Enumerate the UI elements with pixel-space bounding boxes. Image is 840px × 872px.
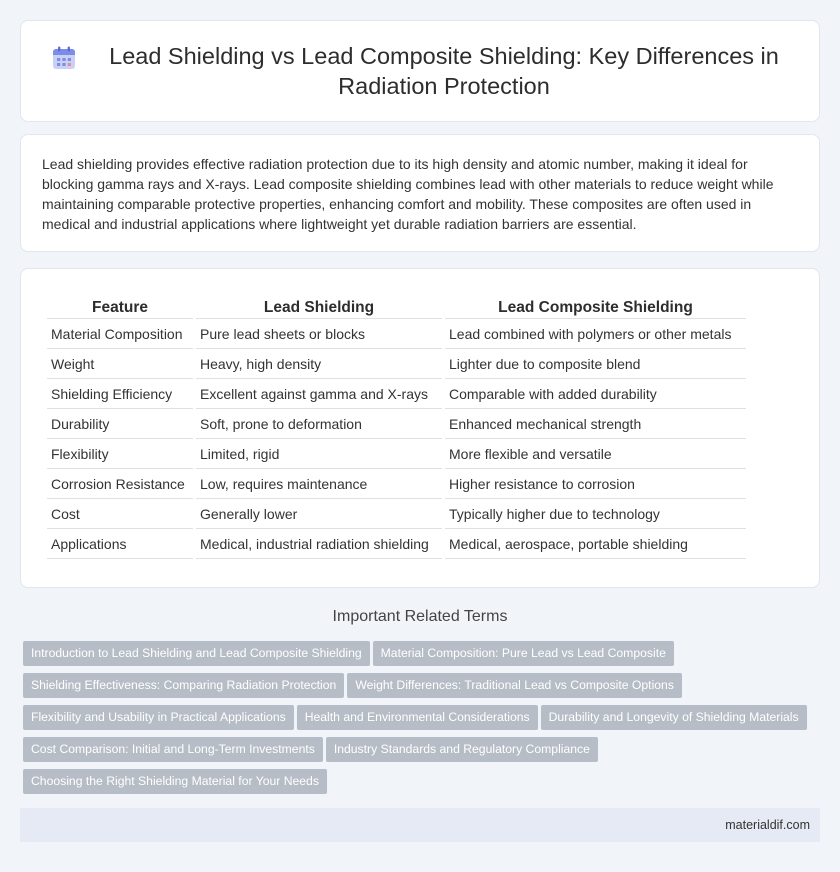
row-lead: Pure lead sheets or blocks: [196, 320, 442, 349]
row-feature: Durability: [47, 410, 193, 439]
row-composite: Medical, aerospace, portable shielding: [445, 530, 746, 559]
calendar-icon: [51, 45, 77, 71]
related-term-tag[interactable]: Weight Differences: Traditional Lead vs Composite Options: [347, 673, 682, 698]
row-feature: Corrosion Resistance: [47, 470, 193, 499]
row-composite: Lighter due to composite blend: [445, 350, 746, 379]
row-lead: Medical, industrial radiation shielding: [196, 530, 442, 559]
related-term-tag[interactable]: Choosing the Right Shielding Material for Your Needs: [23, 769, 327, 794]
related-term-tag[interactable]: Industry Standards and Regulatory Compliance: [326, 737, 598, 762]
row-composite: Comparable with added durability: [445, 380, 746, 409]
row-feature: Material Composition: [47, 320, 193, 349]
row-lead: Heavy, high density: [196, 350, 442, 379]
row-lead: Generally lower: [196, 500, 442, 529]
title-card: [20, 20, 820, 122]
table-row: [47, 440, 746, 469]
row-composite: Typically higher due to technology: [445, 500, 746, 529]
row-feature: Weight: [47, 350, 193, 379]
table-row: [47, 410, 746, 439]
related-term-tag[interactable]: Flexibility and Usability in Practical Applications: [23, 705, 294, 730]
page-title: Lead Shielding vs Lead Composite Shielding: Key Differences in Radiation Protection: [109, 43, 779, 99]
header-feature: Feature: [47, 296, 193, 319]
row-feature: Shielding Efficiency: [47, 380, 193, 409]
table-row: [47, 320, 746, 349]
comparison-table: [44, 295, 749, 560]
header-lead-composite-shielding: Lead Composite Shielding: [445, 296, 746, 319]
table-row: [47, 380, 746, 409]
row-feature: Applications: [47, 530, 193, 559]
related-terms-heading: Important Related Terms: [332, 608, 508, 625]
row-feature: Flexibility: [47, 440, 193, 469]
intro-paragraph: Lead shielding provides effective radiation protection due to its high density and atomic number, making it ideal for blocking gamma rays and X-rays. Lead composite shielding combines lead with other materials to reduce weight while maintaining comparable protective properties, enhancing comfort and mobility. These composites are often used in medical and industrial applications where lightweight yet durable radiation barriers are essential.: [42, 156, 774, 232]
row-lead: Limited, rigid: [196, 440, 442, 469]
table-row: [47, 350, 746, 379]
related-term-tag[interactable]: Cost Comparison: Initial and Long-Term Investments: [23, 737, 323, 762]
table-row: [47, 530, 746, 559]
intro-card: [20, 134, 820, 252]
row-lead: Excellent against gamma and X-rays: [196, 380, 442, 409]
row-lead: Soft, prone to deformation: [196, 410, 442, 439]
row-lead: Low, requires maintenance: [196, 470, 442, 499]
row-composite: Higher resistance to corrosion: [445, 470, 746, 499]
header-lead-shielding: Lead Shielding: [196, 296, 442, 319]
title-wrap: [21, 41, 819, 101]
table-header-row: [47, 296, 746, 319]
row-feature: Cost: [47, 500, 193, 529]
related-term-tag[interactable]: Durability and Longevity of Shielding Materials: [541, 705, 807, 730]
table-row: [47, 500, 746, 529]
related-term-tag[interactable]: Shielding Effectiveness: Comparing Radiation Protection: [23, 673, 344, 698]
comparison-card: [20, 268, 820, 588]
related-term-tag[interactable]: Health and Environmental Considerations: [297, 705, 538, 730]
row-composite: Enhanced mechanical strength: [445, 410, 746, 439]
table-row: [47, 470, 746, 499]
related-terms-list: [23, 641, 823, 801]
related-term-tag[interactable]: Material Composition: Pure Lead vs Lead Composite: [373, 641, 674, 666]
row-composite: More flexible and versatile: [445, 440, 746, 469]
footer: [20, 808, 820, 842]
row-composite: Lead combined with polymers or other metals: [445, 320, 746, 349]
footer-site-link[interactable]: materialdif.com: [725, 818, 810, 832]
related-term-tag[interactable]: Introduction to Lead Shielding and Lead Composite Shielding: [23, 641, 370, 666]
